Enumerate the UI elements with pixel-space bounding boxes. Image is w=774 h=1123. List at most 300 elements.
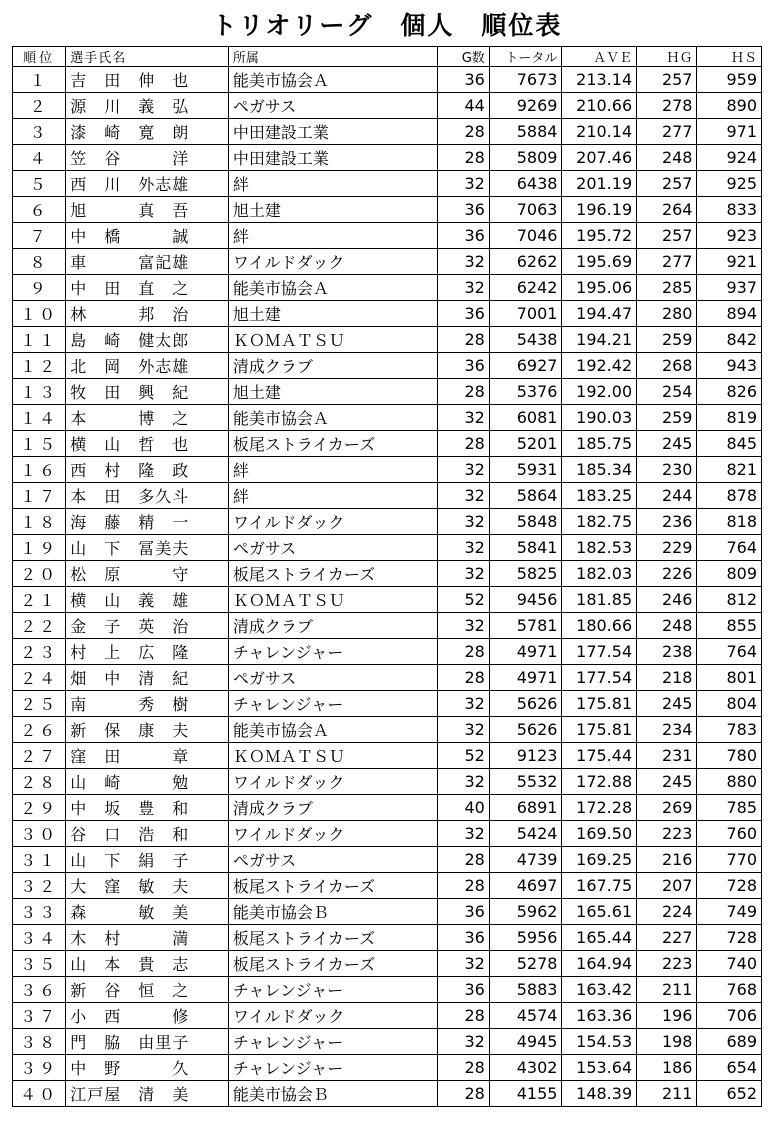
cell-games: 28: [437, 119, 489, 145]
cell-games: 28: [437, 1003, 489, 1029]
cell-high-series: 812: [697, 587, 762, 613]
cell-team: 中田建設工業: [228, 145, 437, 171]
cell-rank: ２１: [13, 587, 66, 613]
cell-team: 板尾ストライカーズ: [228, 951, 437, 977]
cell-average: 195.69: [562, 249, 637, 275]
cell-total: 5931: [489, 457, 562, 483]
cell-games: 32: [437, 535, 489, 561]
cell-high-series: 826: [697, 379, 762, 405]
cell-name: 窪 田 章: [66, 743, 229, 769]
cell-average: 183.25: [562, 483, 637, 509]
cell-high-series: 760: [697, 821, 762, 847]
cell-team: 板尾ストライカーズ: [228, 561, 437, 587]
table-row: [13, 483, 762, 509]
cell-rank: ２: [13, 93, 66, 119]
cell-high-game: 268: [637, 353, 697, 379]
cell-team: 能美市協会Ｂ: [228, 1081, 437, 1107]
cell-high-game: 186: [637, 1055, 697, 1081]
cell-high-game: 257: [637, 67, 697, 93]
cell-high-game: 211: [637, 1081, 697, 1107]
cell-team: 能美市協会Ａ: [228, 67, 437, 93]
cell-total: 7673: [489, 67, 562, 93]
cell-total: 4971: [489, 665, 562, 691]
cell-high-series: 878: [697, 483, 762, 509]
cell-team: ペガサス: [228, 93, 437, 119]
cell-name: 山 崎 勉: [66, 769, 229, 795]
cell-games: 32: [437, 613, 489, 639]
cell-average: 165.61: [562, 899, 637, 925]
cell-rank: ２６: [13, 717, 66, 743]
cell-games: 32: [437, 951, 489, 977]
cell-games: 28: [437, 145, 489, 171]
table-body: [13, 67, 762, 1107]
header-average: ＡＶＥ: [562, 47, 637, 67]
header-high-series: ＨＳ: [697, 47, 762, 67]
cell-name: 中 田 直 之: [66, 275, 229, 301]
cell-total: 5626: [489, 691, 562, 717]
cell-high-series: 780: [697, 743, 762, 769]
cell-games: 32: [437, 405, 489, 431]
cell-average: 185.34: [562, 457, 637, 483]
cell-high-game: 245: [637, 691, 697, 717]
cell-total: 6262: [489, 249, 562, 275]
cell-name: 吉 田 伸 也: [66, 67, 229, 93]
cell-average: 185.75: [562, 431, 637, 457]
ranking-table: [12, 46, 762, 1107]
cell-name: 漆 崎 寛 朗: [66, 119, 229, 145]
cell-high-game: 218: [637, 665, 697, 691]
cell-average: 201.19: [562, 171, 637, 197]
cell-name: 新 保 康 夫: [66, 717, 229, 743]
cell-team: ペガサス: [228, 535, 437, 561]
cell-total: 4697: [489, 873, 562, 899]
table-row: [13, 613, 762, 639]
cell-total: 6927: [489, 353, 562, 379]
cell-name: 横 山 哲 也: [66, 431, 229, 457]
cell-games: 32: [437, 561, 489, 587]
cell-high-game: 226: [637, 561, 697, 587]
cell-name: 横 山 義 雄: [66, 587, 229, 613]
cell-name: 谷 口 浩 和: [66, 821, 229, 847]
table-row: [13, 1055, 762, 1081]
cell-high-game: 277: [637, 119, 697, 145]
header-row: [13, 47, 762, 67]
cell-games: 32: [437, 821, 489, 847]
cell-rank: １１: [13, 327, 66, 353]
cell-high-game: 245: [637, 769, 697, 795]
cell-rank: ２２: [13, 613, 66, 639]
cell-total: 5278: [489, 951, 562, 977]
cell-average: 181.85: [562, 587, 637, 613]
cell-rank: ７: [13, 223, 66, 249]
cell-high-game: 196: [637, 1003, 697, 1029]
cell-name: 中 野 久: [66, 1055, 229, 1081]
cell-team: 旭土建: [228, 379, 437, 405]
cell-name: 金 子 英 治: [66, 613, 229, 639]
cell-high-series: 925: [697, 171, 762, 197]
cell-team: ワイルドダック: [228, 1003, 437, 1029]
cell-total: 5962: [489, 899, 562, 925]
table-row: [13, 431, 762, 457]
header-games: G数: [437, 47, 489, 67]
cell-name: 畑 中 清 紀: [66, 665, 229, 691]
cell-rank: ３１: [13, 847, 66, 873]
header-team: 所属: [228, 47, 437, 67]
cell-average: 196.19: [562, 197, 637, 223]
table-row: [13, 561, 762, 587]
cell-team: 能美市協会Ａ: [228, 275, 437, 301]
cell-name: 門 脇 由里子: [66, 1029, 229, 1055]
cell-rank: ３８: [13, 1029, 66, 1055]
cell-games: 28: [437, 327, 489, 353]
cell-rank: ４０: [13, 1081, 66, 1107]
cell-high-game: 259: [637, 405, 697, 431]
cell-high-series: 654: [697, 1055, 762, 1081]
cell-team: 絆: [228, 457, 437, 483]
table-row: [13, 925, 762, 951]
cell-average: 164.94: [562, 951, 637, 977]
cell-high-series: 652: [697, 1081, 762, 1107]
cell-games: 28: [437, 873, 489, 899]
cell-games: 28: [437, 639, 489, 665]
cell-games: 32: [437, 691, 489, 717]
cell-rank: １３: [13, 379, 66, 405]
cell-games: 36: [437, 197, 489, 223]
table-row: [13, 873, 762, 899]
cell-high-series: 937: [697, 275, 762, 301]
table-row: [13, 145, 762, 171]
cell-total: 6242: [489, 275, 562, 301]
header-high-game: ＨＧ: [637, 47, 697, 67]
cell-total: 4971: [489, 639, 562, 665]
cell-games: 32: [437, 171, 489, 197]
cell-name: 西 村 隆 政: [66, 457, 229, 483]
cell-rank: ３７: [13, 1003, 66, 1029]
cell-high-game: 248: [637, 145, 697, 171]
cell-rank: ３３: [13, 899, 66, 925]
cell-rank: １５: [13, 431, 66, 457]
cell-total: 5884: [489, 119, 562, 145]
cell-average: 210.14: [562, 119, 637, 145]
cell-rank: ４: [13, 145, 66, 171]
cell-team: ワイルドダック: [228, 821, 437, 847]
cell-rank: ２５: [13, 691, 66, 717]
header-rank: 順位: [13, 47, 66, 67]
cell-team: 能美市協会Ｂ: [228, 899, 437, 925]
cell-total: 5626: [489, 717, 562, 743]
cell-high-game: 198: [637, 1029, 697, 1055]
cell-rank: ３６: [13, 977, 66, 1003]
cell-team: 板尾ストライカーズ: [228, 925, 437, 951]
header-name: 選手氏名: [66, 47, 229, 67]
cell-high-game: 277: [637, 249, 697, 275]
cell-rank: ６: [13, 197, 66, 223]
cell-average: 163.36: [562, 1003, 637, 1029]
cell-games: 36: [437, 301, 489, 327]
cell-total: 4739: [489, 847, 562, 873]
cell-high-series: 924: [697, 145, 762, 171]
cell-high-game: 278: [637, 93, 697, 119]
cell-rank: ３: [13, 119, 66, 145]
cell-average: 195.72: [562, 223, 637, 249]
cell-team: 能美市協会Ａ: [228, 405, 437, 431]
cell-rank: ８: [13, 249, 66, 275]
cell-team: 清成クラブ: [228, 613, 437, 639]
cell-high-series: 923: [697, 223, 762, 249]
table-header: [13, 47, 762, 67]
cell-average: 175.44: [562, 743, 637, 769]
cell-high-game: 280: [637, 301, 697, 327]
cell-team: 中田建設工業: [228, 119, 437, 145]
table-row: [13, 977, 762, 1003]
cell-high-series: 845: [697, 431, 762, 457]
cell-high-game: 264: [637, 197, 697, 223]
table-row: [13, 1029, 762, 1055]
cell-games: 32: [437, 717, 489, 743]
cell-name: 北 岡 外志雄: [66, 353, 229, 379]
cell-team: ＫＯＭＡＴＳＵ: [228, 327, 437, 353]
cell-high-series: 728: [697, 873, 762, 899]
cell-team: 清成クラブ: [228, 353, 437, 379]
cell-high-game: 285: [637, 275, 697, 301]
cell-rank: ２８: [13, 769, 66, 795]
cell-high-game: 246: [637, 587, 697, 613]
cell-team: 板尾ストライカーズ: [228, 873, 437, 899]
cell-team: 板尾ストライカーズ: [228, 431, 437, 457]
cell-high-game: 211: [637, 977, 697, 1003]
cell-high-game: 231: [637, 743, 697, 769]
cell-name: 西 川 外志雄: [66, 171, 229, 197]
cell-name: 中 坂 豊 和: [66, 795, 229, 821]
cell-high-game: 223: [637, 951, 697, 977]
cell-high-game: 230: [637, 457, 697, 483]
cell-name: 村 上 広 隆: [66, 639, 229, 665]
cell-high-series: 764: [697, 639, 762, 665]
cell-average: 153.64: [562, 1055, 637, 1081]
cell-rank: １７: [13, 483, 66, 509]
cell-total: 4155: [489, 1081, 562, 1107]
table-row: [13, 639, 762, 665]
cell-name: 山 下 冨美夫: [66, 535, 229, 561]
cell-name: 本 田 多久斗: [66, 483, 229, 509]
cell-average: 210.66: [562, 93, 637, 119]
table-row: [13, 509, 762, 535]
cell-team: 絆: [228, 171, 437, 197]
cell-high-series: 740: [697, 951, 762, 977]
cell-rank: ２０: [13, 561, 66, 587]
cell-rank: １４: [13, 405, 66, 431]
table-row: [13, 405, 762, 431]
cell-team: 絆: [228, 223, 437, 249]
table-row: [13, 951, 762, 977]
cell-rank: ２７: [13, 743, 66, 769]
table-row: [13, 171, 762, 197]
cell-high-series: 768: [697, 977, 762, 1003]
cell-name: 牧 田 興 紀: [66, 379, 229, 405]
cell-team: ＫＯＭＡＴＳＵ: [228, 587, 437, 613]
cell-total: 5848: [489, 509, 562, 535]
cell-high-series: 804: [697, 691, 762, 717]
header-total: トータル: [489, 47, 562, 67]
cell-high-series: 943: [697, 353, 762, 379]
cell-high-series: 818: [697, 509, 762, 535]
cell-average: 177.54: [562, 665, 637, 691]
table-row: [13, 717, 762, 743]
cell-games: 40: [437, 795, 489, 821]
cell-name: 本 博 之: [66, 405, 229, 431]
cell-average: 192.42: [562, 353, 637, 379]
cell-rank: １: [13, 67, 66, 93]
table-row: [13, 353, 762, 379]
cell-games: 36: [437, 223, 489, 249]
cell-rank: ３５: [13, 951, 66, 977]
table-row: [13, 327, 762, 353]
cell-average: 175.81: [562, 691, 637, 717]
cell-games: 36: [437, 925, 489, 951]
cell-average: 165.44: [562, 925, 637, 951]
cell-average: 194.47: [562, 301, 637, 327]
cell-team: 能美市協会Ａ: [228, 717, 437, 743]
cell-rank: ３９: [13, 1055, 66, 1081]
cell-name: 小 西 修: [66, 1003, 229, 1029]
cell-high-game: 229: [637, 535, 697, 561]
cell-rank: ２９: [13, 795, 66, 821]
table-row: [13, 67, 762, 93]
cell-name: 島 崎 健太郎: [66, 327, 229, 353]
table-row: [13, 535, 762, 561]
cell-name: 松 原 守: [66, 561, 229, 587]
cell-high-game: 244: [637, 483, 697, 509]
cell-name: 木 村 満: [66, 925, 229, 951]
table-row: [13, 301, 762, 327]
cell-rank: １６: [13, 457, 66, 483]
cell-games: 32: [437, 483, 489, 509]
cell-total: 7063: [489, 197, 562, 223]
cell-high-series: 894: [697, 301, 762, 327]
cell-average: 190.03: [562, 405, 637, 431]
table-row: [13, 587, 762, 613]
cell-team: チャレンジャー: [228, 1029, 437, 1055]
cell-team: 旭土建: [228, 197, 437, 223]
cell-team: チャレンジャー: [228, 1055, 437, 1081]
cell-total: 5864: [489, 483, 562, 509]
cell-name: 江戸屋 清 美: [66, 1081, 229, 1107]
cell-high-series: 959: [697, 67, 762, 93]
table-row: [13, 379, 762, 405]
cell-games: 52: [437, 743, 489, 769]
table-row: [13, 119, 762, 145]
cell-name: 海 藤 精 一: [66, 509, 229, 535]
cell-total: 5438: [489, 327, 562, 353]
cell-rank: ５: [13, 171, 66, 197]
cell-team: ペガサス: [228, 847, 437, 873]
cell-name: 笠 谷 洋: [66, 145, 229, 171]
cell-high-series: 880: [697, 769, 762, 795]
cell-total: 4945: [489, 1029, 562, 1055]
cell-team: 清成クラブ: [228, 795, 437, 821]
cell-games: 32: [437, 249, 489, 275]
cell-team: チャレンジャー: [228, 639, 437, 665]
cell-total: 6891: [489, 795, 562, 821]
cell-high-series: 809: [697, 561, 762, 587]
cell-average: 182.53: [562, 535, 637, 561]
cell-average: 195.06: [562, 275, 637, 301]
table-row: [13, 665, 762, 691]
cell-games: 28: [437, 1055, 489, 1081]
cell-rank: ３４: [13, 925, 66, 951]
cell-average: 180.66: [562, 613, 637, 639]
cell-games: 32: [437, 275, 489, 301]
cell-rank: １２: [13, 353, 66, 379]
table-row: [13, 457, 762, 483]
cell-total: 7001: [489, 301, 562, 327]
cell-rank: ３２: [13, 873, 66, 899]
cell-games: 44: [437, 93, 489, 119]
cell-total: 4574: [489, 1003, 562, 1029]
cell-average: 175.81: [562, 717, 637, 743]
cell-games: 28: [437, 431, 489, 457]
table-row: [13, 847, 762, 873]
table-row: [13, 1081, 762, 1107]
cell-high-game: 269: [637, 795, 697, 821]
cell-team: チャレンジャー: [228, 977, 437, 1003]
cell-high-game: 257: [637, 171, 697, 197]
cell-name: 大 窪 敏 夫: [66, 873, 229, 899]
cell-games: 28: [437, 665, 489, 691]
cell-average: 207.46: [562, 145, 637, 171]
cell-high-series: 770: [697, 847, 762, 873]
table-row: [13, 275, 762, 301]
cell-total: 5376: [489, 379, 562, 405]
cell-average: 163.42: [562, 977, 637, 1003]
cell-team: ワイルドダック: [228, 249, 437, 275]
table-row: [13, 743, 762, 769]
cell-average: 182.03: [562, 561, 637, 587]
cell-name: 中 橋 誠: [66, 223, 229, 249]
table-row: [13, 795, 762, 821]
cell-average: 194.21: [562, 327, 637, 353]
cell-total: 5781: [489, 613, 562, 639]
cell-high-series: 801: [697, 665, 762, 691]
page-title: トリオリーグ 個人 順位表: [211, 11, 563, 40]
cell-games: 36: [437, 977, 489, 1003]
cell-average: 148.39: [562, 1081, 637, 1107]
cell-high-series: 833: [697, 197, 762, 223]
cell-rank: ３０: [13, 821, 66, 847]
cell-high-series: 921: [697, 249, 762, 275]
cell-total: 6081: [489, 405, 562, 431]
cell-team: 絆: [228, 483, 437, 509]
table-row: [13, 899, 762, 925]
cell-total: 9456: [489, 587, 562, 613]
table-row: [13, 769, 762, 795]
cell-high-series: 728: [697, 925, 762, 951]
cell-total: 5825: [489, 561, 562, 587]
cell-average: 172.28: [562, 795, 637, 821]
cell-average: 182.75: [562, 509, 637, 535]
cell-team: ワイルドダック: [228, 509, 437, 535]
cell-total: 5956: [489, 925, 562, 951]
cell-high-series: 689: [697, 1029, 762, 1055]
cell-high-game: 248: [637, 613, 697, 639]
cell-high-series: 821: [697, 457, 762, 483]
table-row: [13, 93, 762, 119]
cell-total: 5424: [489, 821, 562, 847]
cell-total: 9123: [489, 743, 562, 769]
cell-name: 車 富記雄: [66, 249, 229, 275]
cell-high-game: 224: [637, 899, 697, 925]
cell-high-series: 764: [697, 535, 762, 561]
